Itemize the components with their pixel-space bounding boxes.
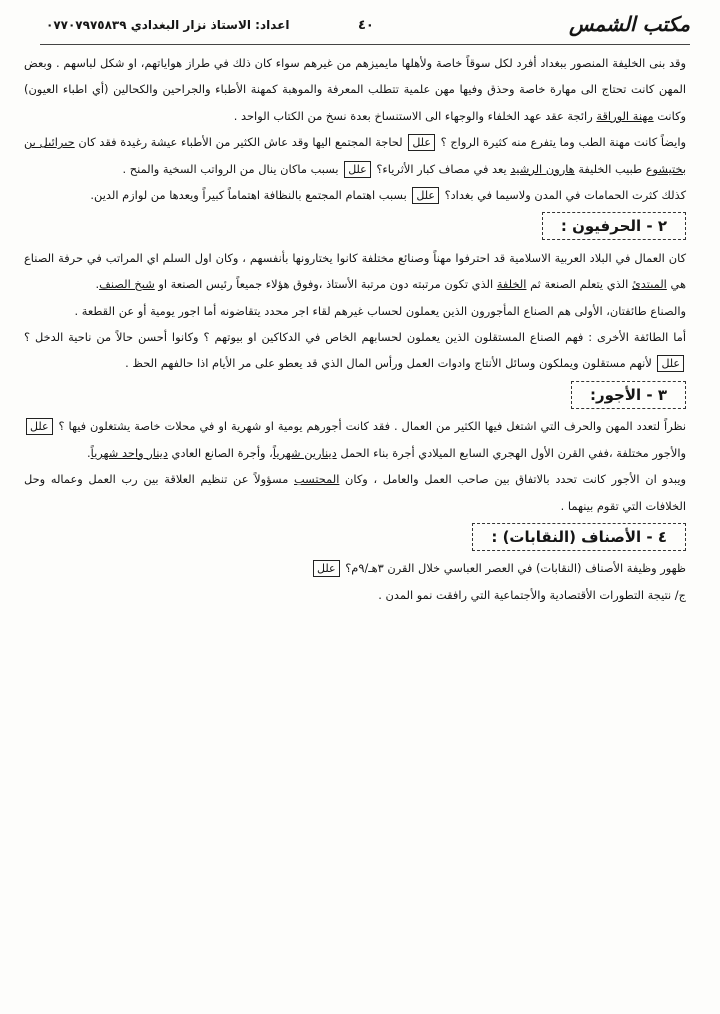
paragraph-craft-ranks: كان العمال في البلاد العربية الاسلامية قد احترفوا مهناً وصنائع مختلفة كانوا يختارونها بأنفسهم ، وكان اول السلم اي المراتب في حرفة الصناع هي المبتدئ الذي يتعلم الصنعة ثم الخلفة الذي تكون مرتبته دون مرتبة الأستاذ ،وفوق هؤلاء جميعاً رئيس الصنعة او شيخ الصنف.	[24, 250, 687, 292]
section-heading-wages: ٣ - الأجور:	[24, 381, 686, 409]
underlined-term: المبتدئ	[631, 277, 667, 292]
brand-title: مكتب الشمس	[569, 12, 690, 36]
underlined-term: الخلفة	[496, 277, 527, 292]
explain-tag: علل	[408, 134, 435, 151]
paragraph-baths: كذلك كثرت الحمامات في المدن ولاسيما في بغداد؟ علل بسبب اهتمام المجتمع بالنظافة اهتماماً كبيراً ويعدها من لوازم الدين.	[90, 188, 686, 203]
paragraph-guilds-question: ظهور وظيفة الأصناف (النقابات) في العصر العباسي خلال القرن ٣هـ/٩م؟ علل	[24, 555, 686, 581]
paragraph-independent-workers: أما الطائفة الأخرى : فهم الصناع المستقلون الذين يعملون لحسابهم الخاص في الدكاكين او بيوتهم ؟ وكانوا أحسن حالاً من ناحية الدخل ؟ علل لأنهم مستقلون ويملكون وسائل الأنتاج وادوات العمل ورأس المال الذي قد يعطو على مر الأيام اذا حالفهم الحظ .	[24, 330, 687, 371]
explain-tag: علل	[412, 187, 439, 204]
paragraph-medicine: وايضاً كانت مهنة الطب وما يتفرع منه كثيرة الرواج ؟ علل لحاجة المجتمع اليها وقد عاش الكثير من الأطباء عيشة رغيدة فقد كان جبرائيل بن بختيشوع طبيب الخليفة هارون الرشيد يعد في مصاف كبار الأثرياء؟ علل بسبب ماكان ينال من الرواتب السخية والمنح .	[24, 135, 687, 176]
explain-tag: علل	[26, 418, 53, 435]
underlined-term: مهنة الوراقة	[596, 108, 654, 123]
page-number: ٤٠	[358, 18, 374, 33]
paragraph-guilds-answer: ج/ نتيجة التطورات الأقتصادية والأجتماعية التي رافقت نمو المدن .	[378, 587, 686, 602]
explain-tag: علل	[344, 161, 371, 178]
underlined-term: دينارين شهرياً	[272, 445, 337, 460]
underlined-term: جبرائيل بن بختيشوع	[24, 135, 686, 176]
underlined-term: شيخ الصنف	[99, 277, 155, 292]
explain-tag: علل	[657, 355, 684, 372]
explain-tag: علل	[313, 560, 340, 577]
author-credit: اعداد: الاستاذ نزار البغدادي ٠٧٧٠٧٩٧٥٨٣٩	[46, 18, 290, 32]
document-body	[24, 50, 686, 608]
paragraph-wage-agreement: ويبدو ان الأجور كانت تحدد بالاتفاق بين صاحب العمل والعامل ، وكان المحتسب مسؤولاً عن تنظيم العلاقة بين رب العمل وعماله وحل الخلافات التي تقوم بينهما .	[24, 472, 687, 513]
paragraph-hired-workers: والصناع طائفتان، الأولى هم الصناع المأجورون الذين يعملون لحساب غيرهم لقاء اجر محدد يتقاضونه أما اجور يومية أو عن القطعة .	[74, 303, 686, 318]
paragraph-crafts-intro: وقد بنى الخليفة المنصور ببغداد أفرد لكل سوقاً خاصة ولأهلها مايميزهم من غيرهم سواء كان ذلك في طراز هواياتهم، او شكل لباسهم . وبعض المهن كانت تحتاج الى مهارة خاصة وحذق وفيها مهن علمية تتطلب المعرفة والموهبة كمهنة الأطباء والجراحين والكحالين (أي اطباء العيون) وكانت مهنة الوراقة رائجة عقد عهد الخلفاء والوجهاء الى الاستنساخ بعدة نسخ من الكتاب الواحد .	[24, 56, 687, 123]
page-header	[40, 10, 690, 45]
section-heading-craftsmen: ٢ - الحرفيون :	[24, 212, 686, 240]
underlined-term: هارون الرشيد	[510, 161, 575, 176]
underlined-term: دينار واحد شهرياً	[90, 445, 168, 460]
paragraph-wages: نظراً لتعدد المهن والحرف التي اشتغل فيها الكثير من العمال . فقد كانت أجورهم يومية او شهرية او في محلات خاصة يشتغلون فيها ؟ علل والأجور مختلفة ،ففي القرن الأول الهجري السابع الميلادي أجرة بناء الحمل دينارين شهرياً، وأجرة الصانع العادي دينار واحد شهرياً.	[24, 413, 686, 466]
section-heading-guilds: ٤ - الأصناف (النقابات) :	[24, 523, 686, 551]
underlined-term: المحتسب	[294, 472, 340, 487]
